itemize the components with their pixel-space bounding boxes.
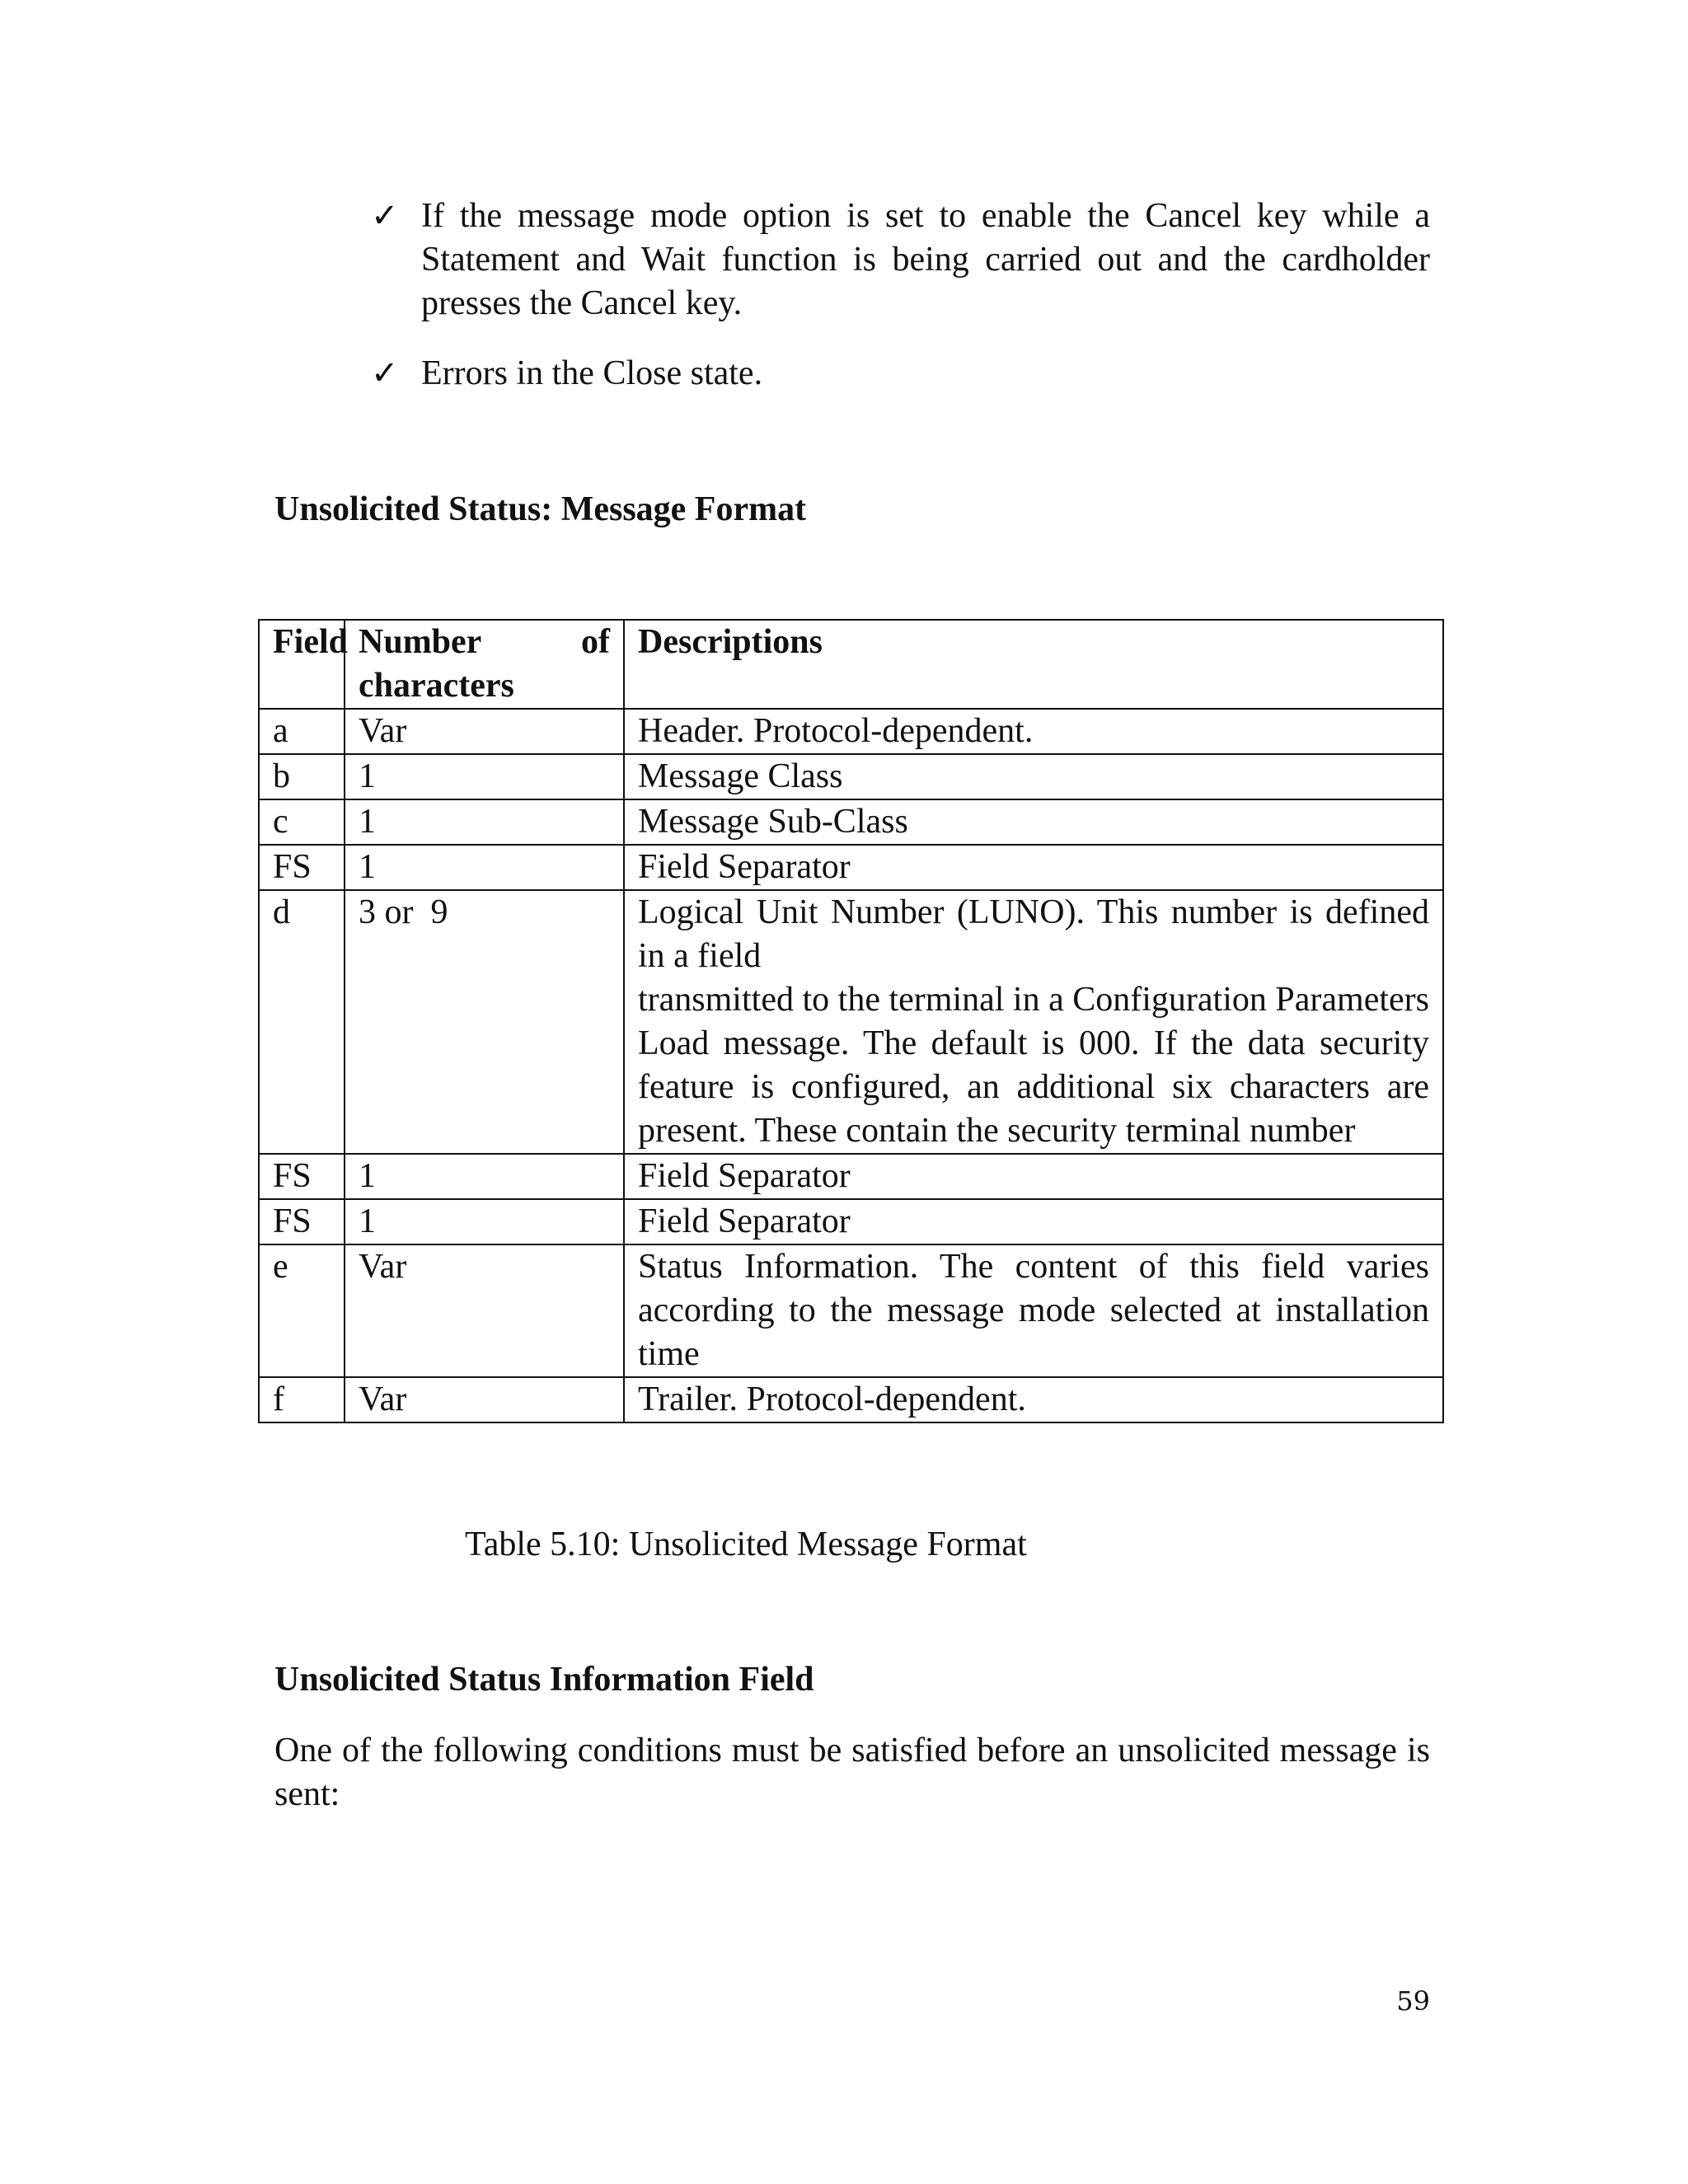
cell-field: FS <box>259 1154 345 1199</box>
checklist-item <box>371 352 1430 396</box>
cell-description <box>624 1244 1443 1377</box>
cell-number-of-characters: 1 <box>345 799 624 845</box>
column-header-of-word: of <box>581 623 610 661</box>
checkmark-icon: ✓ <box>371 354 399 392</box>
cell-number-of-characters: 3 or 9 <box>345 890 624 1154</box>
description-text: Field Separator <box>638 1157 851 1195</box>
cell-field: FS <box>259 1199 345 1244</box>
description-text: transmitted to the terminal in a Configuration Parameters Load message. The default is 000. If the data security feature is configured, an additional six characters are present. These contain the security terminal number <box>638 981 1429 1150</box>
table-body <box>259 709 1443 1422</box>
cell-description <box>624 799 1443 845</box>
column-header-characters-word: characters <box>359 667 514 705</box>
cell-description <box>624 1377 1443 1422</box>
cell-description <box>624 709 1443 754</box>
cell-field: d <box>259 890 345 1154</box>
description-text: Field Separator <box>638 848 851 886</box>
cell-description <box>624 890 1443 1154</box>
table-row <box>259 890 1443 1154</box>
cell-field: c <box>259 799 345 845</box>
table-row <box>259 1377 1443 1422</box>
description-text: Trailer. Protocol-dependent. <box>638 1380 1026 1418</box>
cell-number-of-characters: Var <box>345 1377 624 1422</box>
cell-field: e <box>259 1244 345 1377</box>
cell-description <box>624 754 1443 799</box>
cell-number-of-characters: 1 <box>345 754 624 799</box>
page-number: 59 <box>1396 1985 1430 2017</box>
cell-number-of-characters: Var <box>345 1244 624 1377</box>
cell-description <box>624 1199 1443 1244</box>
column-header-descriptions: Descriptions <box>624 620 1443 709</box>
table-header-row <box>259 620 1443 709</box>
description-text: Logical Unit Number (LUNO). This number is defined in a field <box>638 893 1429 975</box>
cell-field: FS <box>259 845 345 890</box>
column-header-number-word: Number <box>359 623 482 661</box>
section-heading-information-field: Unsolicited Status Information Field <box>274 1661 814 1699</box>
table-caption: Table 5.10: Unsolicited Message Format <box>465 1526 1027 1563</box>
cell-number-of-characters: 1 <box>345 1154 624 1199</box>
column-header-field: Field <box>259 620 345 709</box>
table-row <box>259 1154 1443 1199</box>
table-row <box>259 799 1443 845</box>
description-text: Field Separator <box>638 1202 851 1240</box>
table-row <box>259 1244 1443 1377</box>
table-row <box>259 845 1443 890</box>
table-row <box>259 1199 1443 1244</box>
description-text: Message Class <box>638 757 843 795</box>
description-text: Status Information. The content of this field varies according to the message mode selected at installation time <box>638 1248 1429 1373</box>
description-text: Header. Protocol-dependent. <box>638 712 1034 750</box>
cell-description <box>624 1154 1443 1199</box>
section-heading-message-format: Unsolicited Status: Message Format <box>274 490 807 528</box>
cell-number-of-characters: Var <box>345 709 624 754</box>
checklist-item-text: Errors in the Close state. <box>421 354 763 392</box>
cell-field: f <box>259 1377 345 1422</box>
checkmark-icon: ✓ <box>371 197 399 235</box>
cell-number-of-characters: 1 <box>345 845 624 890</box>
cell-number-of-characters: 1 <box>345 1199 624 1244</box>
body-paragraph: One of the following conditions must be satisfied before an unsolicited message is sent: <box>274 1732 1430 1813</box>
cell-description <box>624 845 1443 890</box>
table-row <box>259 709 1443 754</box>
table-row <box>259 754 1443 799</box>
column-header-number-of-characters <box>345 620 624 709</box>
checklist-item-text: If the message mode option is set to enable the Cancel key while a Statement and Wait function is being carried out and the cardholder presses the Cancel key. <box>421 197 1430 322</box>
description-text: Message Sub-Class <box>638 803 908 841</box>
checklist-item <box>371 194 1430 326</box>
cell-field: a <box>259 709 345 754</box>
message-format-table <box>258 619 1444 1423</box>
cell-field: b <box>259 754 345 799</box>
checklist <box>371 194 1430 422</box>
